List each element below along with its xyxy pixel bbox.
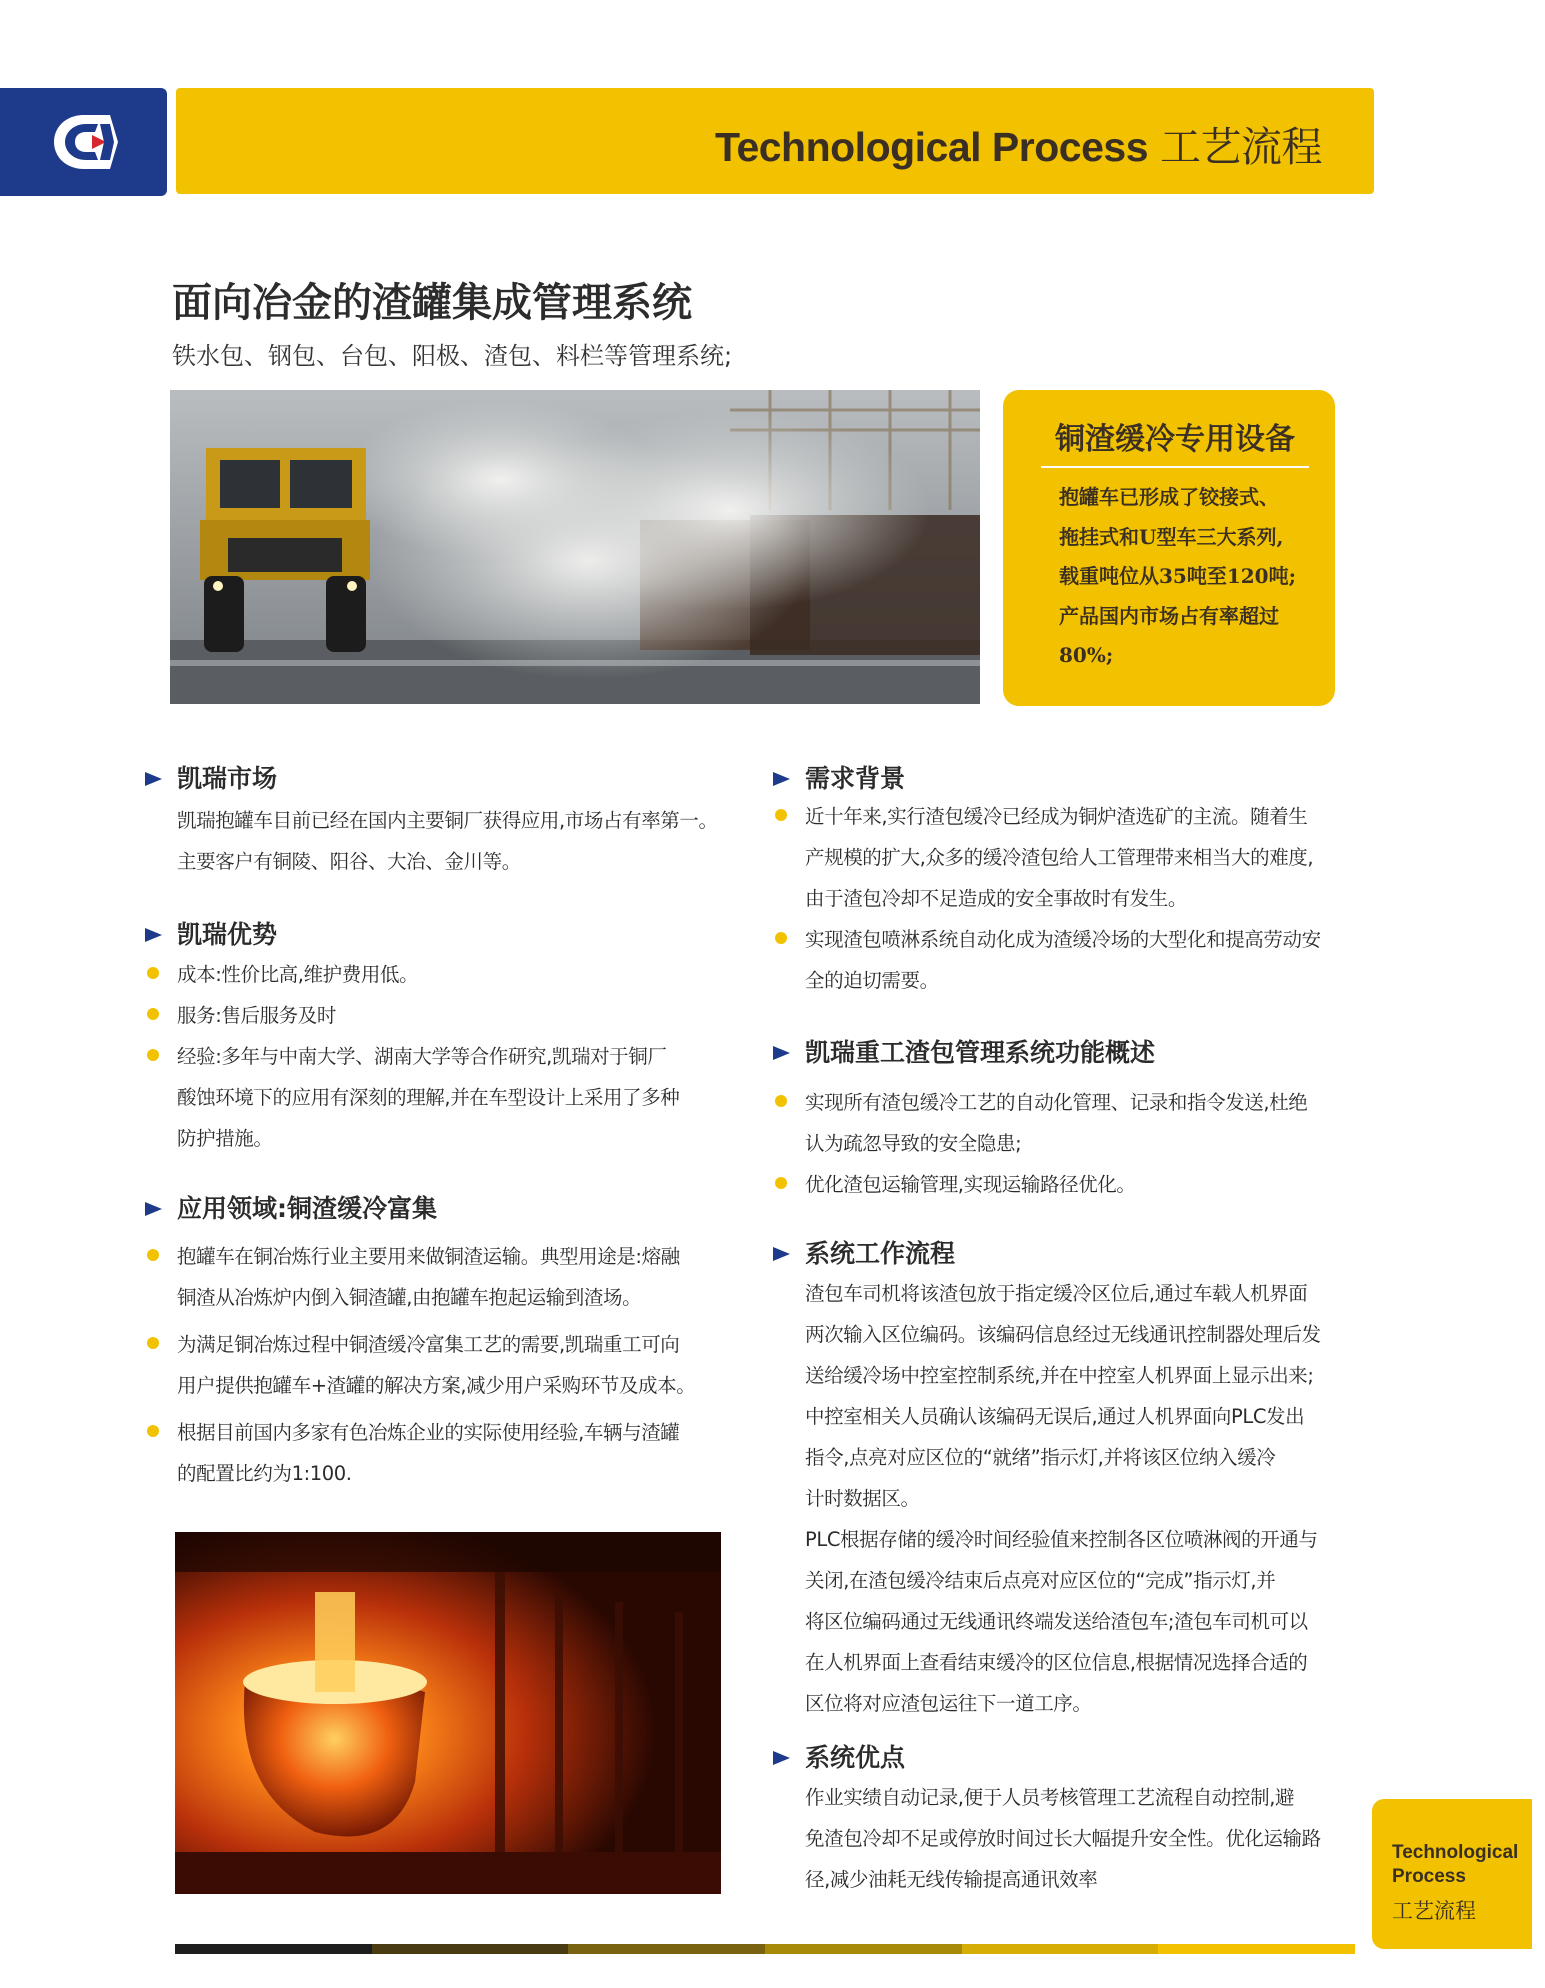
callout-divider [1041, 466, 1309, 468]
callout-line: 80%; [1059, 643, 1114, 667]
list-item: 实现渣包喷淋系统自动化成为渣缓冷场的大型化和提高劳动安 全的迫切需要。 [773, 919, 1373, 1001]
section-text: 作业实绩自动记录,便于人员考核管理工艺流程自动控制,避 免渣包冷却不足或停放时间过长大幅提升安全性。优化运输路 径,减少油耗无线传输提高通讯效率 [805, 1786, 1321, 1891]
truck-photo [170, 390, 980, 704]
bullet-dot-icon [147, 1337, 159, 1349]
bullet-dot-icon [775, 1095, 787, 1107]
header-title-en: Technological Process [714, 124, 1148, 170]
arrow-icon [145, 1202, 162, 1216]
header-title [715, 114, 1322, 173]
bullet-dot-icon [147, 1249, 159, 1261]
bullet-dot-icon [147, 967, 159, 979]
section-application [145, 1192, 745, 1494]
bullet-dot-icon [775, 809, 787, 821]
strip-segment [962, 1944, 1159, 1954]
section-merits [773, 1741, 1373, 1900]
bullet-dot-icon [775, 1177, 787, 1189]
section-advantage [145, 918, 745, 1159]
strip-segment [372, 1944, 569, 1954]
company-logo [0, 88, 167, 196]
arrow-icon [145, 772, 162, 786]
list-item: 服务:售后服务及时 [145, 995, 745, 1036]
callout-body [1059, 478, 1321, 676]
section-heading: 系统优点 [773, 1741, 1373, 1775]
header-title-cn: 工艺流程 [1160, 124, 1322, 170]
callout-line: 抱罐车已形成了铰接式、 [1059, 485, 1279, 509]
arrow-icon [773, 772, 790, 786]
strip-segment [568, 1944, 765, 1954]
bullet-dot-icon [147, 1008, 159, 1020]
callout-title: 铜渣缓冷专用设备 [1055, 422, 1295, 457]
section-text [145, 954, 745, 1159]
header-bar [176, 88, 1374, 194]
list-item: 优化渣包运输管理,实现运输路径优化。 [773, 1164, 1373, 1205]
section-heading: 凯瑞优势 [145, 918, 745, 952]
section-heading: 应用领域:铜渣缓冷富集 [145, 1192, 745, 1226]
side-tab [1372, 1799, 1532, 1949]
arrow-icon [773, 1247, 790, 1261]
callout-line: 载重吨位从35吨至120吨; [1059, 564, 1296, 588]
list-item: 经验:多年与中南大学、湖南大学等合作研究,凯瑞对于铜厂 酸蚀环境下的应用有深刻的理解,并在车型设计上采用了多种 防护措施。 [145, 1036, 745, 1159]
section-workflow [773, 1237, 1373, 1724]
section-text [145, 1236, 745, 1494]
arrow-icon [773, 1751, 790, 1765]
list-item: 为满足铜冶炼过程中铜渣缓冷富集工艺的需要,凯瑞重工可向 用户提供抱罐车+渣罐的解决方案,减少用户采购环节及成本。 [145, 1324, 745, 1406]
arrow-icon [773, 1046, 790, 1060]
section-text [773, 1082, 1373, 1205]
section-overview [773, 1036, 1373, 1205]
section-text: 渣包车司机将该渣包放于指定缓冷区位后,通过车载人机界面 两次输入区位编码。该编码信息经过无线通讯控制器处理后发 送给缓冷场中控室控制系统,并在中控室人机界面上显示出来; 中控室相关人员确认该编码无误后,通过人机界面向PLC发出 指令,点亮对应区位的“就绪”指示灯,并将该区位纳入缓冷 计时数据区。 PLC根据存储的缓冷时间经验值来控制各区位喷淋阀的开通与 关闭,在渣包缓冷结束后点亮对应区位的“完成”指示灯,并 将区位编码通过无线通讯终端发送给渣包车;渣包车司机可以 在人机界面上查看结束缓冷的区位信息,根据情况选择合适的 区位将对应渣包运往下一道工序。 [805, 1282, 1321, 1715]
arrow-icon [145, 928, 162, 942]
callout-line: 拖挂式和U型车三大系列, [1059, 524, 1284, 549]
list-item: 实现所有渣包缓冷工艺的自动化管理、记录和指令发送,杜绝 认为疏忽导致的安全隐患; [773, 1082, 1373, 1164]
list-item: 抱罐车在铜冶炼行业主要用来做铜渣运输。典型用途是:熔融 铜渣从冶炼炉内倒入铜渣罐,由抱罐车抱起运输到渣场。 [145, 1236, 745, 1318]
list-item: 近十年来,实行渣包缓冷已经成为铜炉渣选矿的主流。随着生 产规模的扩大,众多的缓冷渣包给人工管理带来相当大的难度, 由于渣包冷却不足造成的安全事故时有发生。 [773, 796, 1373, 919]
strip-segment [1158, 1944, 1355, 1954]
bullet-dot-icon [147, 1425, 159, 1437]
section-market [145, 762, 745, 882]
side-tab-title-en: Technological Process [1392, 1842, 1519, 1887]
bullet-dot-icon [147, 1049, 159, 1061]
strip-segment [175, 1944, 372, 1954]
section-text: 凯瑞抱罐车目前已经在国内主要铜厂获得应用,市场占有率第一。 主要客户有铜陵、阳谷、大冶、金川等。 [177, 809, 718, 873]
furnace-photo [175, 1532, 721, 1894]
logo-icon [48, 111, 120, 173]
bottom-color-strip [175, 1944, 1355, 1954]
side-tab-title-cn: 工艺流程 [1392, 1899, 1476, 1923]
page-subtitle: 铁水包、钢包、台包、阳极、渣包、料栏等管理系统; [172, 342, 733, 370]
section-heading: 需求背景 [773, 762, 1373, 796]
callout-line: 产品国内市场占有率超过 [1059, 603, 1279, 628]
list-item: 成本:性价比高,维护费用低。 [145, 954, 745, 995]
page-title: 面向冶金的渣罐集成管理系统 [172, 280, 692, 326]
section-background [773, 762, 1373, 1001]
section-heading: 系统工作流程 [773, 1237, 1373, 1271]
list-item: 根据目前国内多家有色冶炼企业的实际使用经验,车辆与渣罐 的配置比约为1:100. [145, 1412, 745, 1494]
section-heading: 凯瑞重工渣包管理系统功能概述 [773, 1036, 1373, 1070]
section-heading: 凯瑞市场 [145, 762, 745, 796]
bullet-dot-icon [775, 932, 787, 944]
strip-segment [765, 1944, 962, 1954]
section-text [773, 796, 1373, 1001]
callout-box [1003, 390, 1335, 706]
